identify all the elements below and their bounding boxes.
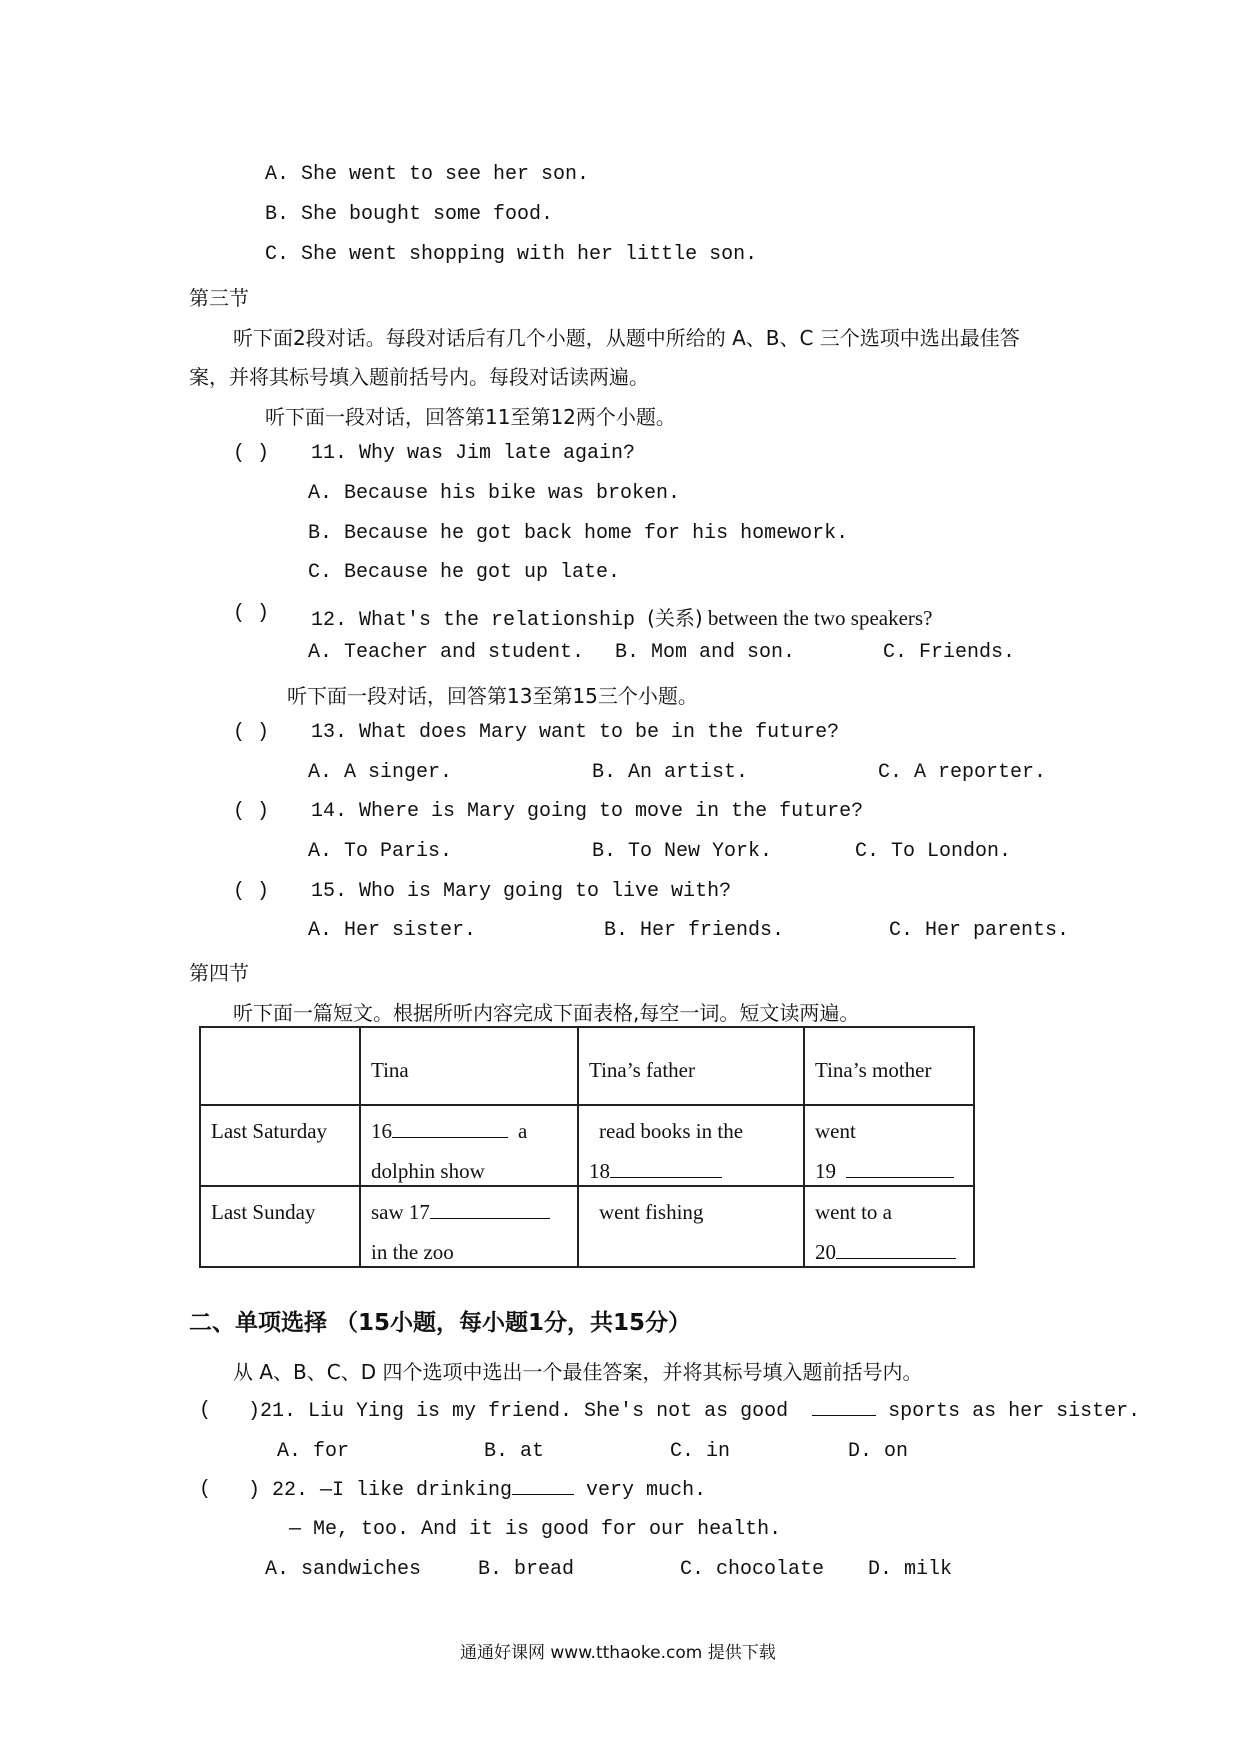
q12-option-c: C. Friends.: [883, 641, 1016, 664]
question-22-stem-tail: very much.: [574, 1479, 707, 1502]
q22-option-c: C. chocolate: [680, 1558, 825, 1581]
answer-bracket-14[interactable]: ( ): [233, 800, 270, 823]
q11-option-a: A. Because his bike was broken.: [308, 482, 681, 505]
q10-option-b: B. She bought some food.: [265, 203, 554, 226]
mother-saturday-text: went: [815, 1119, 856, 1143]
q22-option-a: A. sandwiches: [265, 1558, 422, 1581]
mother-sunday-text: went to a: [815, 1200, 892, 1224]
blank-16-line: [371, 1119, 527, 1144]
q21-option-a: A. for: [277, 1440, 350, 1463]
question-22-stem: ) 22. —I like drinking: [248, 1479, 513, 1502]
answer-bracket-13[interactable]: ( ): [233, 721, 270, 744]
dialog2-instruction: 听下面一段对话，回答第13至第15三个小题。: [287, 684, 698, 708]
q14-option-a: A. To Paris.: [308, 840, 453, 863]
part2-title: 二、单项选择 （15小题，每小题1分，共15分）: [189, 1310, 692, 1336]
answer-bracket-12[interactable]: ( ): [233, 602, 270, 625]
blank-19-number: 19: [815, 1159, 836, 1183]
q11-option-c: C. Because he got up late.: [308, 561, 621, 584]
blank-16-number: 16: [371, 1119, 392, 1143]
table-cell-20: [804, 1186, 974, 1267]
question-12-cn-gloss: (关系): [647, 606, 703, 630]
footer-credit: 通通好课网 www.tthaoke.com 提供下载: [460, 1643, 776, 1663]
q11-option-b: B. Because he got back home for his homework.: [308, 522, 849, 545]
answer-bracket-22-open[interactable]: (: [199, 1478, 212, 1501]
table-cell-saturday-label: [200, 1105, 360, 1186]
q13-option-a: A. A singer.: [308, 761, 453, 784]
table-header-row: [200, 1027, 974, 1105]
q22-option-d: D. milk: [868, 1558, 953, 1581]
blank-19[interactable]: [846, 1159, 954, 1178]
q15-option-c: C. Her parents.: [889, 919, 1070, 942]
table-header-father: [578, 1027, 804, 1105]
q13-option-b: B. An artist.: [592, 761, 749, 784]
q21-option-d: D. on: [848, 1440, 909, 1463]
answer-bracket-11[interactable]: ( ): [233, 442, 270, 465]
question-12: [311, 602, 932, 632]
answer-bracket-15[interactable]: ( ): [233, 880, 270, 903]
question-13: 13. What does Mary want to be in the future?: [311, 721, 840, 744]
section4-title: 第四节: [189, 961, 249, 985]
part2-intro: 从 A、B、C、D 四个选项中选出一个最佳答案，并将其标号填入题前括号内。: [233, 1360, 923, 1384]
question-21-stem: )21. Liu Ying is my friend. She's not as good: [248, 1400, 801, 1423]
q12-option-a: A. Teacher and student.: [308, 641, 585, 664]
q22-option-b: B. bread: [478, 1558, 575, 1581]
table-row-sunday: [200, 1186, 974, 1267]
blank-17[interactable]: [430, 1200, 550, 1219]
father-sunday-text: went fishing: [599, 1200, 704, 1224]
q12-option-b: B. Mom and son.: [615, 641, 796, 664]
dialog1-instruction: 听下面一段对话，回答第11至第12两个小题。: [265, 405, 676, 429]
question-12-stem-tail: between the two speakers?: [702, 606, 933, 630]
table-header-mother-text: Tina’s mother: [815, 1058, 932, 1082]
table-cell-19: [804, 1105, 974, 1186]
blank-20[interactable]: [836, 1240, 956, 1259]
blank-17-continuation: in the zoo: [371, 1240, 454, 1264]
table-cell-18: [578, 1105, 804, 1186]
q15-option-b: B. Her friends.: [604, 919, 785, 942]
blank-22[interactable]: [512, 1478, 574, 1495]
table-header-empty: [200, 1027, 360, 1105]
listening-table: [199, 1026, 975, 1268]
blank-18[interactable]: [610, 1159, 722, 1178]
q14-option-c: C. To London.: [855, 840, 1012, 863]
blank-16-continuation: dolphin show: [371, 1159, 485, 1183]
table-cell-17: [360, 1186, 578, 1267]
blank-21[interactable]: [812, 1399, 876, 1416]
q14-option-b: B. To New York.: [592, 840, 773, 863]
blank-17-prefix: saw 17: [371, 1200, 430, 1224]
blank-18-number: 18: [589, 1159, 610, 1183]
question-22: [248, 1478, 706, 1502]
section3-intro-line2: 案，并将其标号填入题前括号内。每段对话读两遍。: [189, 365, 649, 389]
blank-20-line: [815, 1240, 956, 1265]
table-header-tina: [360, 1027, 578, 1105]
q21-option-b: B. at: [484, 1440, 545, 1463]
q15-option-a: A. Her sister.: [308, 919, 477, 942]
table-row-saturday: [200, 1105, 974, 1186]
blank-16[interactable]: [392, 1119, 508, 1138]
table-cell-16: [360, 1105, 578, 1186]
q10-option-c: C. She went shopping with her little son.: [265, 243, 758, 266]
section3-intro-line1: 听下面2段对话。每段对话后有几个小题，从题中所给的 A、B、C 三个选项中选出最佳答: [233, 326, 1020, 350]
q13-option-c: C. A reporter.: [878, 761, 1047, 784]
question-14: 14. Where is Mary going to move in the future?: [311, 800, 864, 823]
table-header-tina-text: Tina: [371, 1058, 409, 1082]
question-11: 11. Why was Jim late again?: [311, 442, 636, 465]
q21-option-c: C. in: [670, 1440, 731, 1463]
q22-reply: — Me, too. And it is good for our health.: [289, 1518, 782, 1541]
blank-18-line: [589, 1159, 722, 1184]
section4-intro: 听下面一篇短文。根据所听内容完成下面表格,每空一词。短文读两遍。: [233, 1001, 860, 1025]
table-header-mother: [804, 1027, 974, 1105]
table-header-father-text: Tina’s father: [589, 1058, 695, 1082]
row-label-saturday: Last Saturday: [211, 1119, 328, 1143]
row-label-sunday: Last Sunday: [211, 1200, 316, 1224]
question-21-stem-tail: sports as her sister.: [876, 1400, 1141, 1423]
section3-title: 第三节: [189, 286, 249, 310]
question-15: 15. Who is Mary going to live with?: [311, 880, 732, 903]
table-cell-sunday-label: [200, 1186, 360, 1267]
blank-16-suffix: a: [518, 1119, 528, 1143]
question-21: [248, 1399, 1140, 1423]
table-cell-father-sunday: [578, 1186, 804, 1267]
father-saturday-text: read books in the: [599, 1119, 744, 1143]
q10-option-a: A. She went to see her son.: [265, 163, 590, 186]
blank-17-line: [371, 1200, 550, 1225]
blank-19-line: [815, 1159, 954, 1184]
question-12-stem: 12. What's the relationship: [311, 609, 648, 632]
blank-20-number: 20: [815, 1240, 836, 1264]
answer-bracket-21-open[interactable]: (: [199, 1399, 212, 1422]
